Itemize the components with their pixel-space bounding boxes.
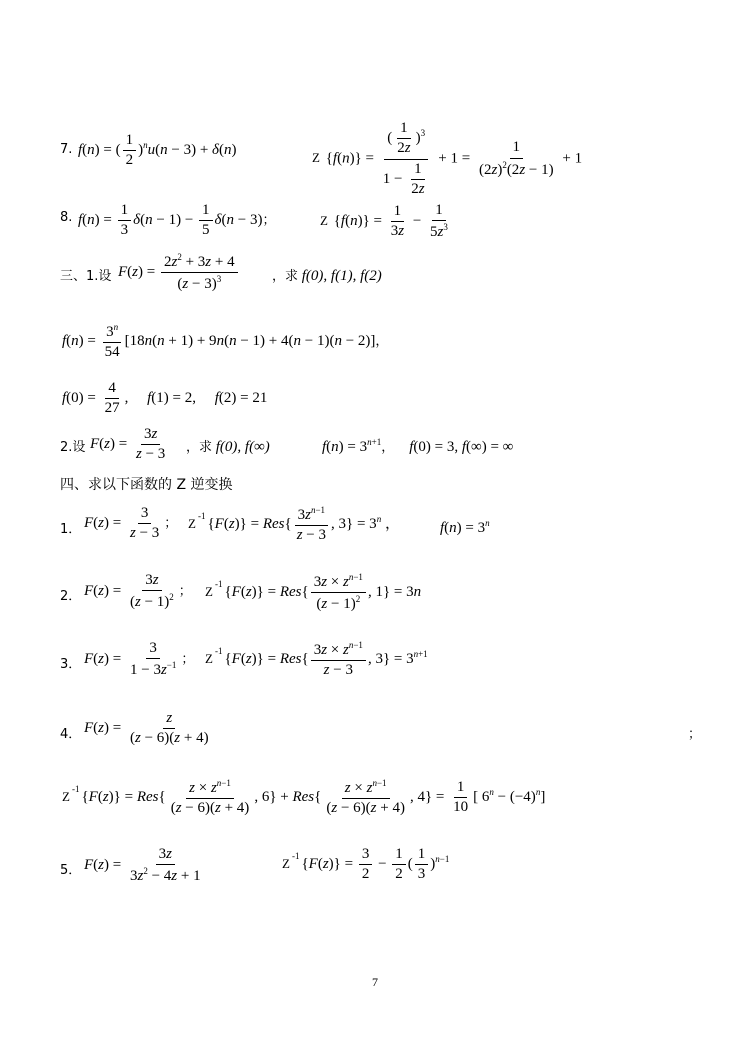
answer: $f(n) = 3^n$ [440,518,490,536]
formula-lhs: f(n) = ( $\frac{1}{2}$ )$^n$u(n − 3) + δ(n) [78,132,237,169]
formula-rhs: Z $^{-1}$ {F(z)} = Res{ $\frac{3z^{n-1}}{z - 3}$ , $3\} = 3^n$ ， [188,505,400,544]
question-ask: ，求 f(0), f(1), f(2) [272,268,382,284]
formula-lhs: f(n) = $\frac{1}{3}$ δ(n − 1) − $\frac{1}{5}$ δ(n − 3)； [78,202,276,239]
formula-rhs: Z $^{-1}$ {F(z)} = Res{ $\frac{z \times z^{n-1}}{(z - 6)(z + 4)}$ , 6} + Res{ $\frac{z \times z^{n-1}}{(z - 6)(z + 4)}$ , 4} = $\frac{1}{10}$ [ $6^n - (-4)^n$] [62,778,546,817]
item-label: 2． [60,589,82,604]
section-label: 2.设 [60,440,86,455]
question-ask: ，求 f(0), f(∞) [186,439,270,455]
item-label: 3． [60,657,82,672]
formula-rhs: Z $^{-1}$ {F(z)} = Res{ $\frac{3z \times z^{n-1}}{z - 3}$ , $3\} = 3^{n+1}$ [205,640,428,679]
item-label: 8. [60,210,73,225]
formula-lhs: F(z) = $\frac{2z^2 + 3z + 4}{(z - 3)^3}$ [118,252,240,294]
formula-lhs: F(z) = $\frac{3}{z - 3}$ ； [84,505,178,542]
answer: $f(n) = 3^{n+1}$， f(0) = 3, f(∞) = ∞ [322,437,514,455]
formula: f(0) = $\frac{4}{27}$ , f(1) = 2, f(2) = 21 [62,380,268,417]
formula-rhs: Z $^{-1}$ {F(z)} = $\frac{3}{2}$ − $\frac{1}{2}$ ( $\frac{1}{3}$ )$^{n-1}$ [282,846,450,883]
item-label: 7. [60,142,73,157]
section-label: 三、1.设 [60,269,112,284]
formula-lhs: F(z) = $\frac{z}{(z - 6)(z + 4)}$ [84,710,209,747]
formula-lhs: F(z) = $\frac{3z}{3z^2 - 4z + 1}$ [84,846,201,885]
item-label: 1． [60,522,82,537]
item-label: 5． [60,863,82,878]
formula-rhs: Z {f(n)} = ( $\frac{1}{2z}$ )$^3$ 1 − $\frac{1}{2z}$ + 1 = $\frac{1}{(2z)^2(2z - 1)}$ + 1 [312,120,583,197]
page-number: 7 [372,975,378,989]
formula-lhs: F(z) = $\frac{3}{1 - 3z^{-1}}$ ； [84,640,195,679]
formula: f(n) = $\frac{3^n}{54}$ [18n(n + 1) + 9n(n − 1) + 4(n − 1)(n − 2)]， [62,322,389,361]
formula-lhs: F(z) = $\frac{3z}{(z - 1)^2}$ ； [84,572,192,611]
formula-rhs: Z {f(n)} = $\frac{1}{3z}$ − $\frac{1}{5z^3}$ [320,202,448,241]
formula-lhs: F(z) = $\frac{3z}{z - 3}$ [90,426,166,463]
item-label: 4． [60,727,82,742]
formula-rhs: Z $^{-1}$ {F(z)} = Res{ $\frac{3z \times z^{n-1}}{(z - 1)^2}$ , 1} = 3n [205,572,422,613]
